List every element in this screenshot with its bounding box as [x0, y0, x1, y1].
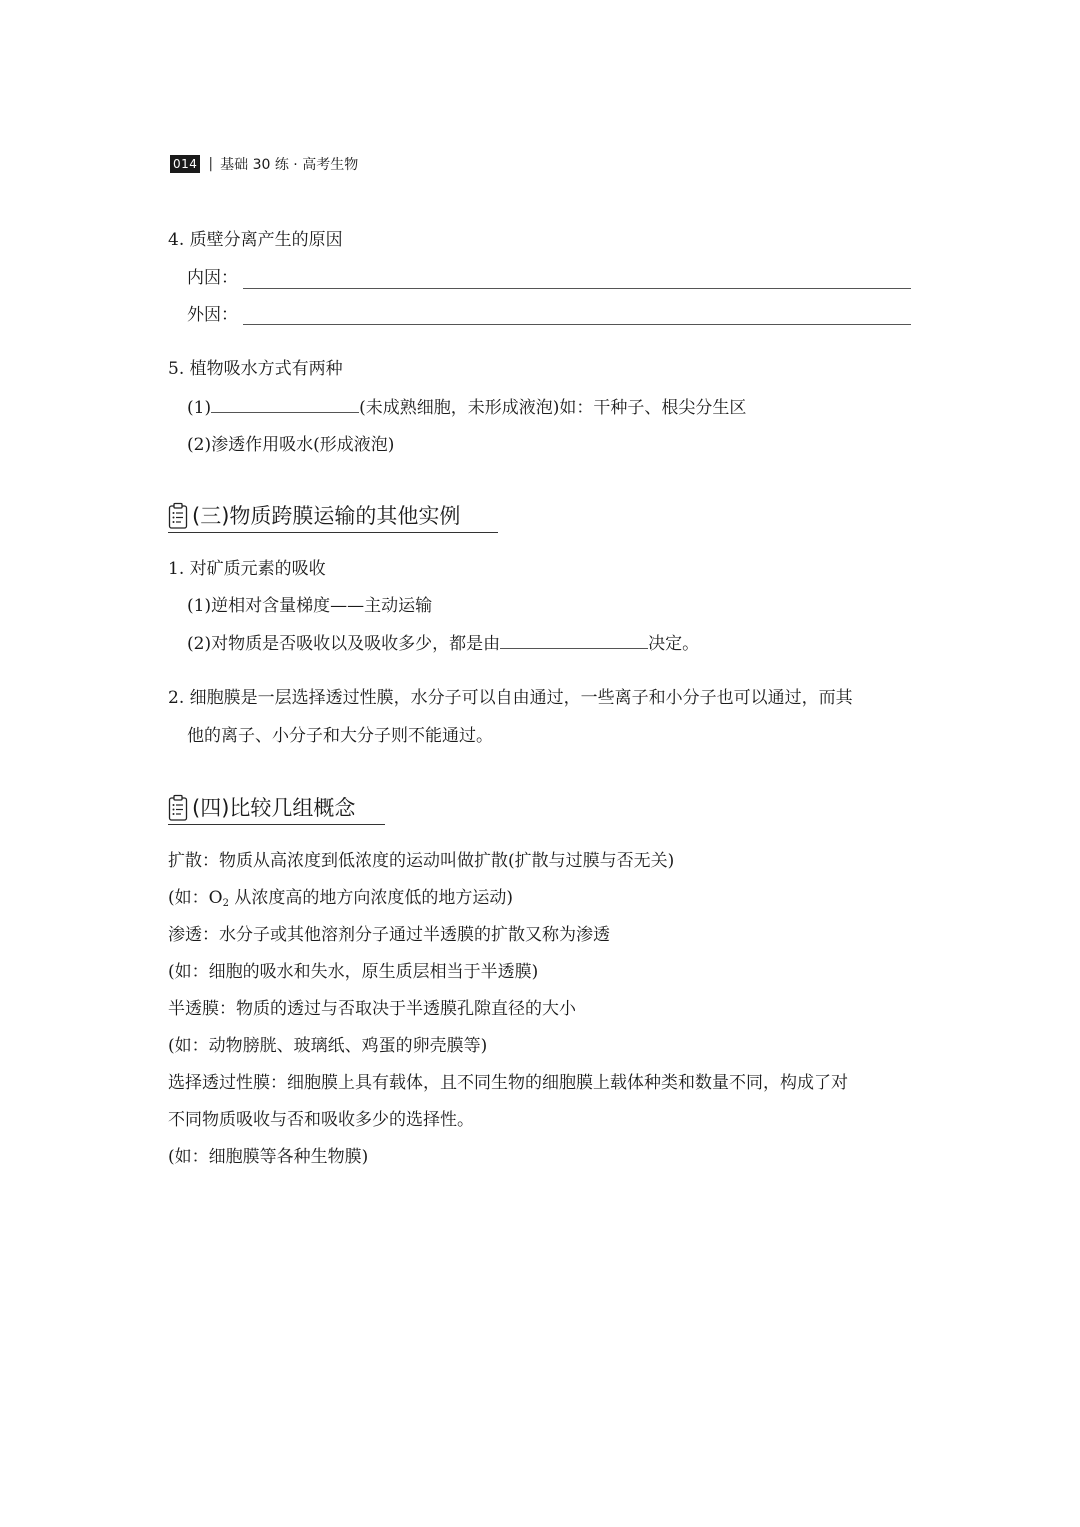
book-title: 基础 30 练 · 高考生物 — [220, 157, 359, 173]
oxygen-subscript: 2 — [222, 898, 229, 909]
item5-line1-suffix: (未成熟细胞，未形成液泡)如：干种子、根尖分生区 — [359, 398, 747, 418]
item5-line1 — [187, 395, 746, 419]
section3-item1-line2-prefix: (2)对物质是否吸收以及吸收多少，都是由 — [187, 634, 501, 654]
external-cause-blank[interactable] — [243, 324, 911, 325]
item5-heading: 5. 植物吸水方式有两种 — [168, 359, 343, 379]
section3-item2-line1: 2. 细胞膜是一层选择透过性膜，水分子可以自由通过，一些离子和小分子也可以通过，而其 — [168, 688, 853, 708]
osmosis-example: (如：细胞的吸水和失水，原生质层相当于半透膜) — [168, 962, 539, 982]
selective-definition-line2: 不同物质吸收与否和吸收多少的选择性。 — [168, 1110, 474, 1130]
section4-underline — [168, 824, 385, 825]
section4-heading — [168, 790, 355, 822]
page-header — [170, 154, 358, 174]
section3-item1-line2-suffix: 决定。 — [648, 634, 700, 654]
section3-item1-line1: (1)逆相对含量梯度——主动运输 — [187, 596, 433, 616]
water-absorption-blank[interactable] — [211, 395, 359, 413]
page-number: 014 — [170, 155, 200, 173]
diffusion-definition: 扩散：物质从高浓度到低浓度的运动叫做扩散(扩散与过膜与否无关) — [168, 851, 675, 871]
determinant-blank[interactable] — [500, 631, 648, 649]
section4-title: (四)比较几组概念 — [192, 796, 356, 820]
section3-underline — [168, 532, 498, 533]
section3-heading — [168, 498, 460, 530]
external-cause-label: 外因： — [187, 305, 238, 325]
internal-cause-blank[interactable] — [243, 288, 911, 289]
section3-item1-line2 — [187, 631, 699, 655]
selective-example: (如：细胞膜等各种生物膜) — [168, 1147, 369, 1167]
diffusion-example — [168, 886, 513, 910]
diffusion-example-prefix: (如：O — [168, 888, 223, 908]
section3-item2-line2: 他的离子、小分子和大分子则不能通过。 — [187, 726, 493, 746]
semipermeable-example: (如：动物膀胱、玻璃纸、鸡蛋的卵壳膜等) — [168, 1036, 488, 1056]
clipboard-icon — [168, 502, 188, 530]
item4-heading: 4. 质壁分离产生的原因 — [168, 230, 343, 250]
section3-item1-heading: 1. 对矿质元素的吸收 — [168, 559, 326, 579]
osmosis-definition: 渗透：水分子或其他溶剂分子通过半透膜的扩散又称为渗透 — [168, 925, 610, 945]
selective-definition-line1: 选择透过性膜：细胞膜上具有载体，且不同生物的细胞膜上载体种类和数量不同，构成了对 — [168, 1073, 848, 1093]
diffusion-example-suffix: 从浓度高的地方向浓度低的地方运动) — [228, 888, 513, 908]
semipermeable-definition: 半透膜：物质的透过与否取决于半透膜孔隙直径的大小 — [168, 999, 576, 1019]
internal-cause-label: 内因： — [187, 268, 238, 288]
clipboard-icon — [168, 794, 188, 822]
item5-line2: (2)渗透作用吸水(形成液泡) — [187, 435, 395, 455]
section3-title: (三)物质跨膜运输的其他实例 — [192, 504, 461, 528]
header-separator: | — [208, 156, 214, 172]
item5-line1-prefix: (1) — [187, 398, 212, 418]
